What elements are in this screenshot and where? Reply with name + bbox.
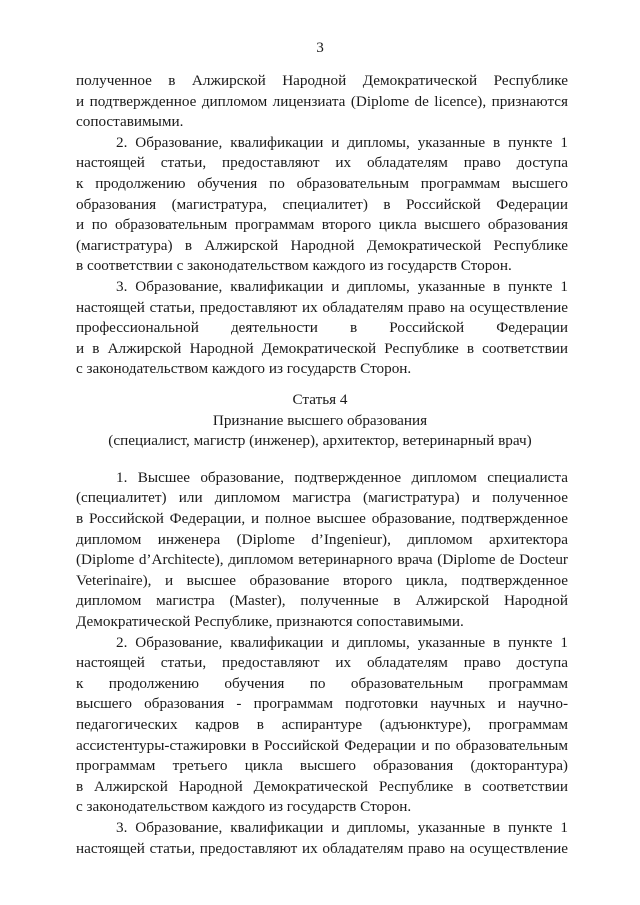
paragraph-line: образования (магистратура, специалитет) в Российской Федерации xyxy=(76,195,568,213)
paragraph-line: сопоставимыми. xyxy=(76,113,184,131)
paragraph-line: и по образовательным программам второго цикла высшего образования xyxy=(76,216,568,234)
paragraph-line: полученное в Алжирской Народной Демократической Республике xyxy=(76,72,568,89)
paragraph-line: (специалитет) или дипломом магистра (магистратура) и полученное xyxy=(76,489,568,507)
paragraph-line: высшего образования - программам подготовки научных и научно- xyxy=(76,695,568,713)
paragraph-line: к продолжению обучения по образовательным программам xyxy=(76,674,568,692)
paragraph-line: Демократической Республике, признаются сопоставимыми. xyxy=(76,613,464,630)
paragraph-line: 2. Образование, квалификации и дипломы, указанные в пункте 1 xyxy=(116,633,568,651)
paragraph-line: с законодательством каждого из государств Сторон. xyxy=(76,798,412,816)
page-number: 3 xyxy=(316,39,324,56)
paragraph-line: в соответствии с законодательством каждого из государств Сторон. xyxy=(76,257,512,275)
paragraph-line: педагогических кадров в аспирантуре (адъюнктуре), программам xyxy=(76,716,568,733)
paragraph-line: 3. Образование, квалификации и дипломы, указанные в пункте 1 xyxy=(116,819,568,836)
paragraph-line: настоящей статьи, предоставляют их обладателям право на осуществление xyxy=(76,839,568,857)
paragraph-line: в Российской Федерации, и полное высшее образование, подтвержденное xyxy=(76,510,568,527)
paragraph-line: 3. Образование, квалификации и дипломы, указанные в пункте 1 xyxy=(116,278,568,295)
paragraph-line: настоящей статьи, предоставляют их обладателям право доступа xyxy=(76,154,568,172)
paragraph-line: дипломом инженера (Diplome d’Ingenieur), дипломом архитектора xyxy=(76,530,568,548)
paragraph-line: и подтвержденное дипломом лицензиата (Diplome de licence), признаются xyxy=(76,92,568,110)
paragraph-line: настоящей статьи, предоставляют их обладателям право доступа xyxy=(76,654,568,672)
paragraph-line: ассистентуры-стажировки в Российской Федерации и по образовательным xyxy=(76,736,568,754)
paragraph-line: дипломом магистра (Master), полученные в Алжирской Народной xyxy=(76,592,568,610)
paragraph-line: в Алжирской Народной Демократической Республике в соответствии xyxy=(76,777,568,795)
paragraph-line: настоящей статьи, предоставляют их обладателям право на осуществление xyxy=(76,298,568,316)
article-number: Статья 4 xyxy=(292,391,348,408)
paragraph-line: 1. Высшее образование, подтвержденное дипломом специалиста xyxy=(116,468,568,486)
paragraph-line: профессиональной деятельности в Российской Федерации xyxy=(76,319,568,337)
paragraph-line: 2. Образование, квалификации и дипломы, указанные в пункте 1 xyxy=(116,133,568,151)
paragraph-line: (магистратура) в Алжирской Народной Демократической Республике xyxy=(76,236,568,254)
article-subtitle: (специалист, магистр (инженер), архитектор, ветеринарный врач) xyxy=(108,432,532,450)
article-title: Признание высшего образования xyxy=(212,411,428,429)
paragraph-line: к продолжению обучения по образовательным программам высшего xyxy=(76,175,568,192)
paragraph-line: программам третьего цикла высшего образования (докторантура) xyxy=(76,757,568,775)
paragraph-line: с законодательством каждого из государств Сторон. xyxy=(76,360,412,378)
paragraph-line: и в Алжирской Народной Демократической Республике в соответствии xyxy=(76,339,568,357)
paragraph-line: (Diplome d’Architecte), дипломом ветеринарного врача (Diplome de Docteur xyxy=(76,551,568,569)
paragraph-line: Veterinaire), и высшее образование второго цикла, подтвержденное xyxy=(76,571,568,589)
